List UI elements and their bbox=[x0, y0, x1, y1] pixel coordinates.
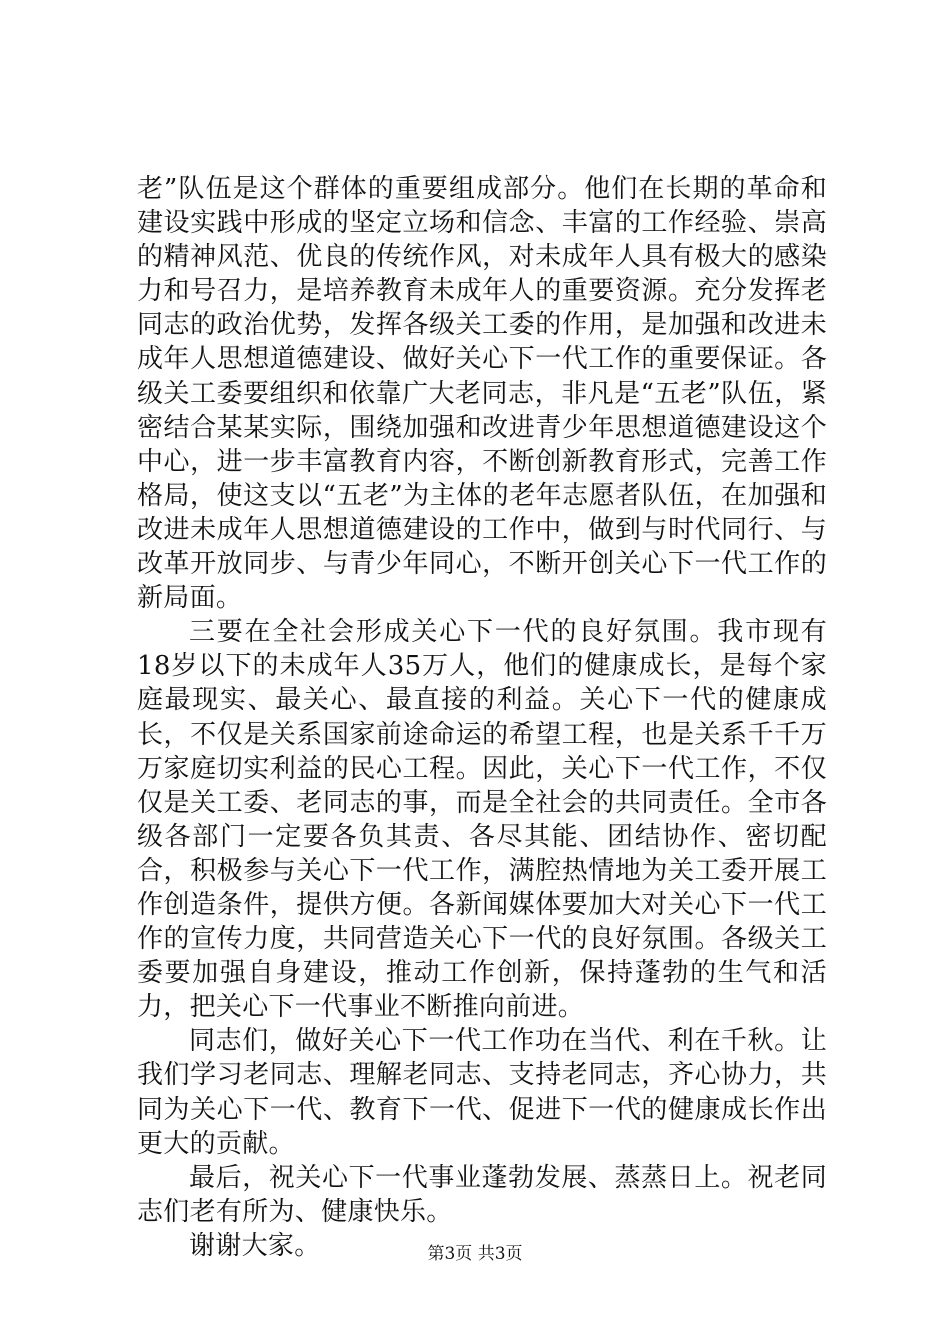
paragraph-third-point: 三要在全社会形成关心下一代的良好氛围。我市现有18岁以下的未成年人35万人，他们的健康成长，是每个家庭最现实、最关心、最直接的利益。关心下一代的健康成长，不仅是关系国家前途命运的希望工程，也是关系千千万万家庭切实利益的民心工程。因此，关心下一代工作，不仅仅是关工委、老同志的事，而是全社会的共同责任。全市各级各部门一定要各负其责、各尽其能、团结协作、密切配合，积极参与关心下一代工作，满腔热情地为关工委开展工作创造条件，提供方便。各新闻媒体要加大对关心下一代工作的宣传力度，共同营造关心下一代的良好氛围。各级关工委要加强自身建设，推动工作创新，保持蓬勃的生气和活力，把关心下一代事业不断推向前进。 bbox=[137, 617, 827, 1023]
page-number-footer: 第3页 共3页 bbox=[427, 1244, 523, 1264]
document-body bbox=[137, 172, 827, 1263]
paragraph-continuation: 老”队伍是这个群体的重要组成部分。他们在长期的革命和建设实践中形成的坚定立场和信念、丰富的工作经验、崇高的精神风范、优良的传统作风，对未成年人具有极大的感染力和号召力，是培养教育未成年人的重要资源。充分发挥老同志的政治优势，发挥各级关工委的作用，是加强和改进未成年人思想道德建设、做好关心下一代工作的重要保证。各级关工委要组织和依靠广大老同志，非凡是“五老”队伍，紧密结合某某实际，围绕加强和改进青少年思想道德建设这个中心，进一步丰富教育内容，不断创新教育形式，完善工作格局，使这支以“五老”为主体的老年志愿者队伍，在加强和改进未成年人思想道德建设的工作中，做到与时代同行、与改革开放同步、与青少年同心，不断开创关心下一代工作的新局面。 bbox=[137, 174, 827, 614]
paragraph-thanks: 谢谢大家。 bbox=[189, 1230, 321, 1261]
paragraph-comrades: 同志们，做好关心下一代工作功在当代、利在千秋。让我们学习老同志、理解老同志、支持老同志，齐心协力，共同为关心下一代、教育下一代、促进下一代的健康成长作出更大的贡献。 bbox=[137, 1026, 827, 1159]
paragraph-wishes: 最后，祝关心下一代事业蓬勃发展、蒸蒸日上。祝老同志们老有所为、健康快乐。 bbox=[137, 1162, 827, 1227]
